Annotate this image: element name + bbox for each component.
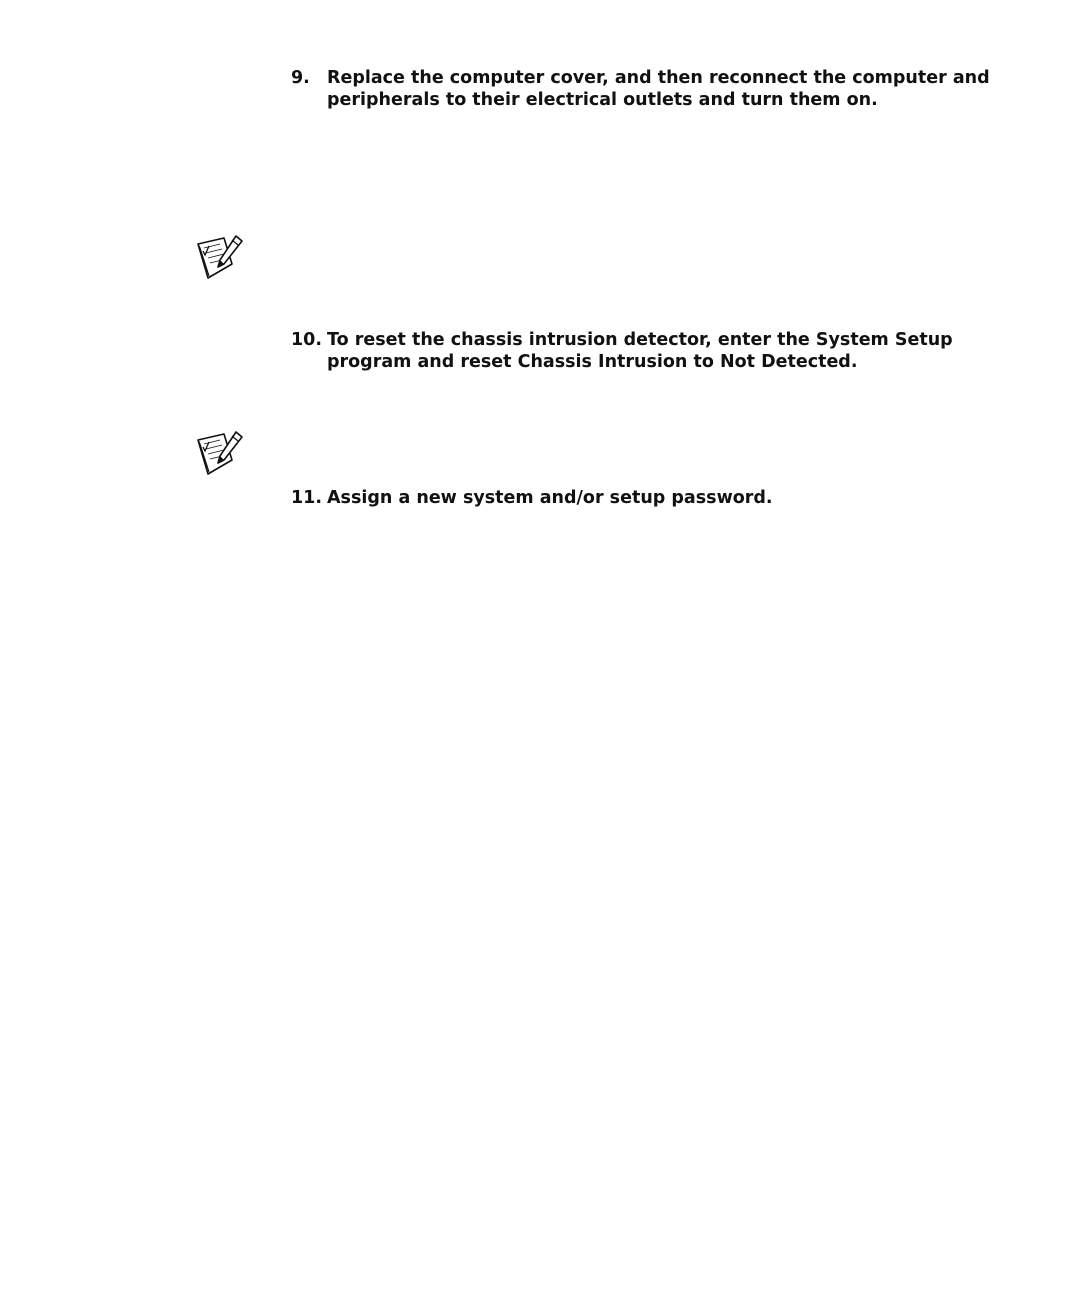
step-text: To reset the chassis intrusion detector, enter the System Setup program and reset Chassis Intrusion to Not Detected. — [327, 330, 953, 372]
step-11 — [291, 487, 991, 509]
step-text: Replace the computer cover, and then reconnect the computer and peripherals to their electrical outlets and turn them on. — [327, 68, 990, 110]
note-icon — [194, 430, 246, 476]
step-number: 10. — [291, 330, 323, 350]
step-10 — [291, 329, 991, 373]
step-number: 9. — [291, 68, 310, 88]
step-number: 11. — [291, 488, 323, 508]
note-icon — [194, 234, 246, 280]
step-text: Assign a new system and/or setup password. — [327, 488, 773, 508]
step-9 — [291, 67, 991, 111]
